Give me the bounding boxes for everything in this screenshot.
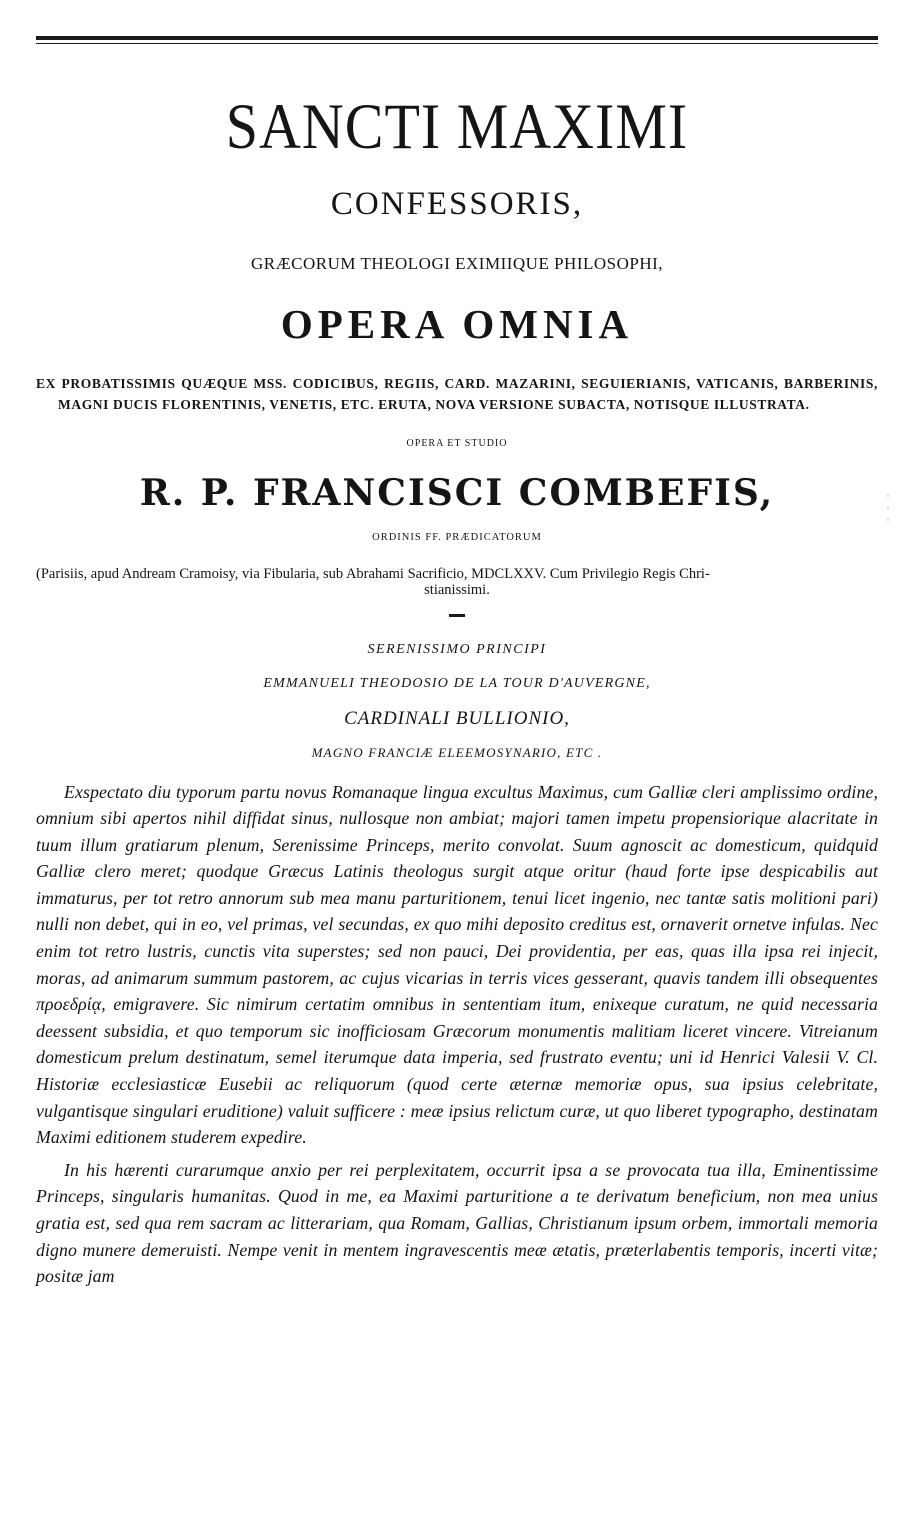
title-line-1: SANCTI MAXIMI — [225, 89, 689, 163]
title-page — [36, 60, 878, 1290]
dedication-line-4: MAGNO FRANCIÆ ELEEMOSYNARIO, ETC . — [311, 744, 603, 760]
dedication-body — [36, 779, 878, 1290]
margin-specks: · · · — [886, 491, 890, 525]
imprint-main: (Parisiis, apud Andream Cramoisy, via Fibularia, sub Abrahami Sacrificio, MDCLXXV. Cum Privilegio Regis Chri- — [36, 565, 710, 582]
title-line-4: OPERA OMNIA — [280, 301, 634, 347]
subtitle-paragraph: EX PROBATISSIMIS QUÆQUE MSS. CODICIBUS, REGIIS, CARD. MAZARINI, SEGUIERIANIS, VATICANIS, BARBERINIS, MAGNI DUCIS FLORENTINIS, VENETIS, ETC. ERUTA, NOVA VERSIONE SUBACTA, NOTISQUE ILLUSTRATA. — [36, 376, 878, 412]
imprint-continuation: stianissimi. — [424, 581, 490, 598]
title-line-3: GRÆCORUM THEOLOGI EXIMIIQUE PHILOSOPHI, — [250, 254, 664, 273]
dedication-line-3: CARDINALI BULLIONIO, — [344, 707, 570, 729]
title-line-2: CONFESSORIS, — [330, 186, 584, 222]
body-paragraph-2: In his hærenti curarumque anxio per rei perplexitatem, occurrit ipsa a se provocata tua illa, Eminentissime Princeps, singularis humanitas. Quod in me, ea Maximi parturitione a te derivatum beneficium, non mea unius gratia est, sed qua rem sacram ac litterariam, qua Romam, Gallias, Christianum ipsum orbem, immortali memoria digno munere demeruisti. Nempe venit in mentem ingravescentis meæ ætatis, præterlabentis temporis, incerti vitæ; positæ jam — [36, 1159, 878, 1287]
dedication-line-1: SERENISSIMO PRINCIPI — [367, 641, 547, 657]
editor-intro: OPERA ET STUDIO — [406, 438, 508, 449]
imprint — [36, 566, 878, 598]
editor-order: ORDINIS FF. PRÆDICATORUM — [372, 532, 542, 543]
body-paragraph-1: Exspectato diu typorum partu novus Romanaque lingua excultus Maximus, cum Galliæ cleri amplissimo ordine, omnium sibi apertos nihil diffidat sinus, nullosque non ambiat; majori tamen impetu propensiorique alacritate in tuum illum gratiarum plenum, Serenissime Princeps, merito convolat. Suum agnoscit ac domesticum, quidquid Galliæ clero meret; quodque Græcus Latinis theologus surgit atque oritur (haud forte ipse despicabilis aut immaturus, per tot retro annorum sub mea manu parturitionem, tenui licet ingenio, nec tantæ satis molitioni pari) nulli non debet, qui in eo, vel primas, vel secundas, ex quo mihi deposito creditus est, ornaverit ornetve infulas. Nec enim tot retro lustris, cunctis vita superstes; sed non pauci, Dei providentia, per eas, quas illa ipsa rei injecit, moras, ad animarum summum pastorem, ac cujus vicarias in terris vices gesserant, quavis tandem illi obsequentes προεδρίᾳ, emigravere. Sic nimirum certatim omnibus in sententiam itum, enixeque curatum, ne quid necessaria deessent subsidia, et quo temporum sic inofficiosam Græcorum monumentis malitiam liceret vincere. Vitreianum domesticum prelum destinatum, semel iterumque data imperia, sed frustrato eventu; uni id Henrici Valesii V. Cl. Historiæ ecclesiasticæ Eusebii ac reliquorum (quod certe æternæ memoriæ opus, sua ipsius celebritate, vulgantisque singulari eruditione) valuit sufficere : meæ ipsius relictum curæ, ut quo liberet typographo, destinatam Maximi editionem studerem expedire. — [36, 781, 878, 1148]
separator-dash — [449, 614, 465, 617]
editor-name: R. P. FRANCISCI COMBEFIS, — [139, 472, 775, 514]
top-double-rule — [36, 36, 878, 44]
dedication-line-2: EMMANUELI THEODOSIO DE LA TOUR D'AUVERGNE, — [263, 675, 651, 691]
